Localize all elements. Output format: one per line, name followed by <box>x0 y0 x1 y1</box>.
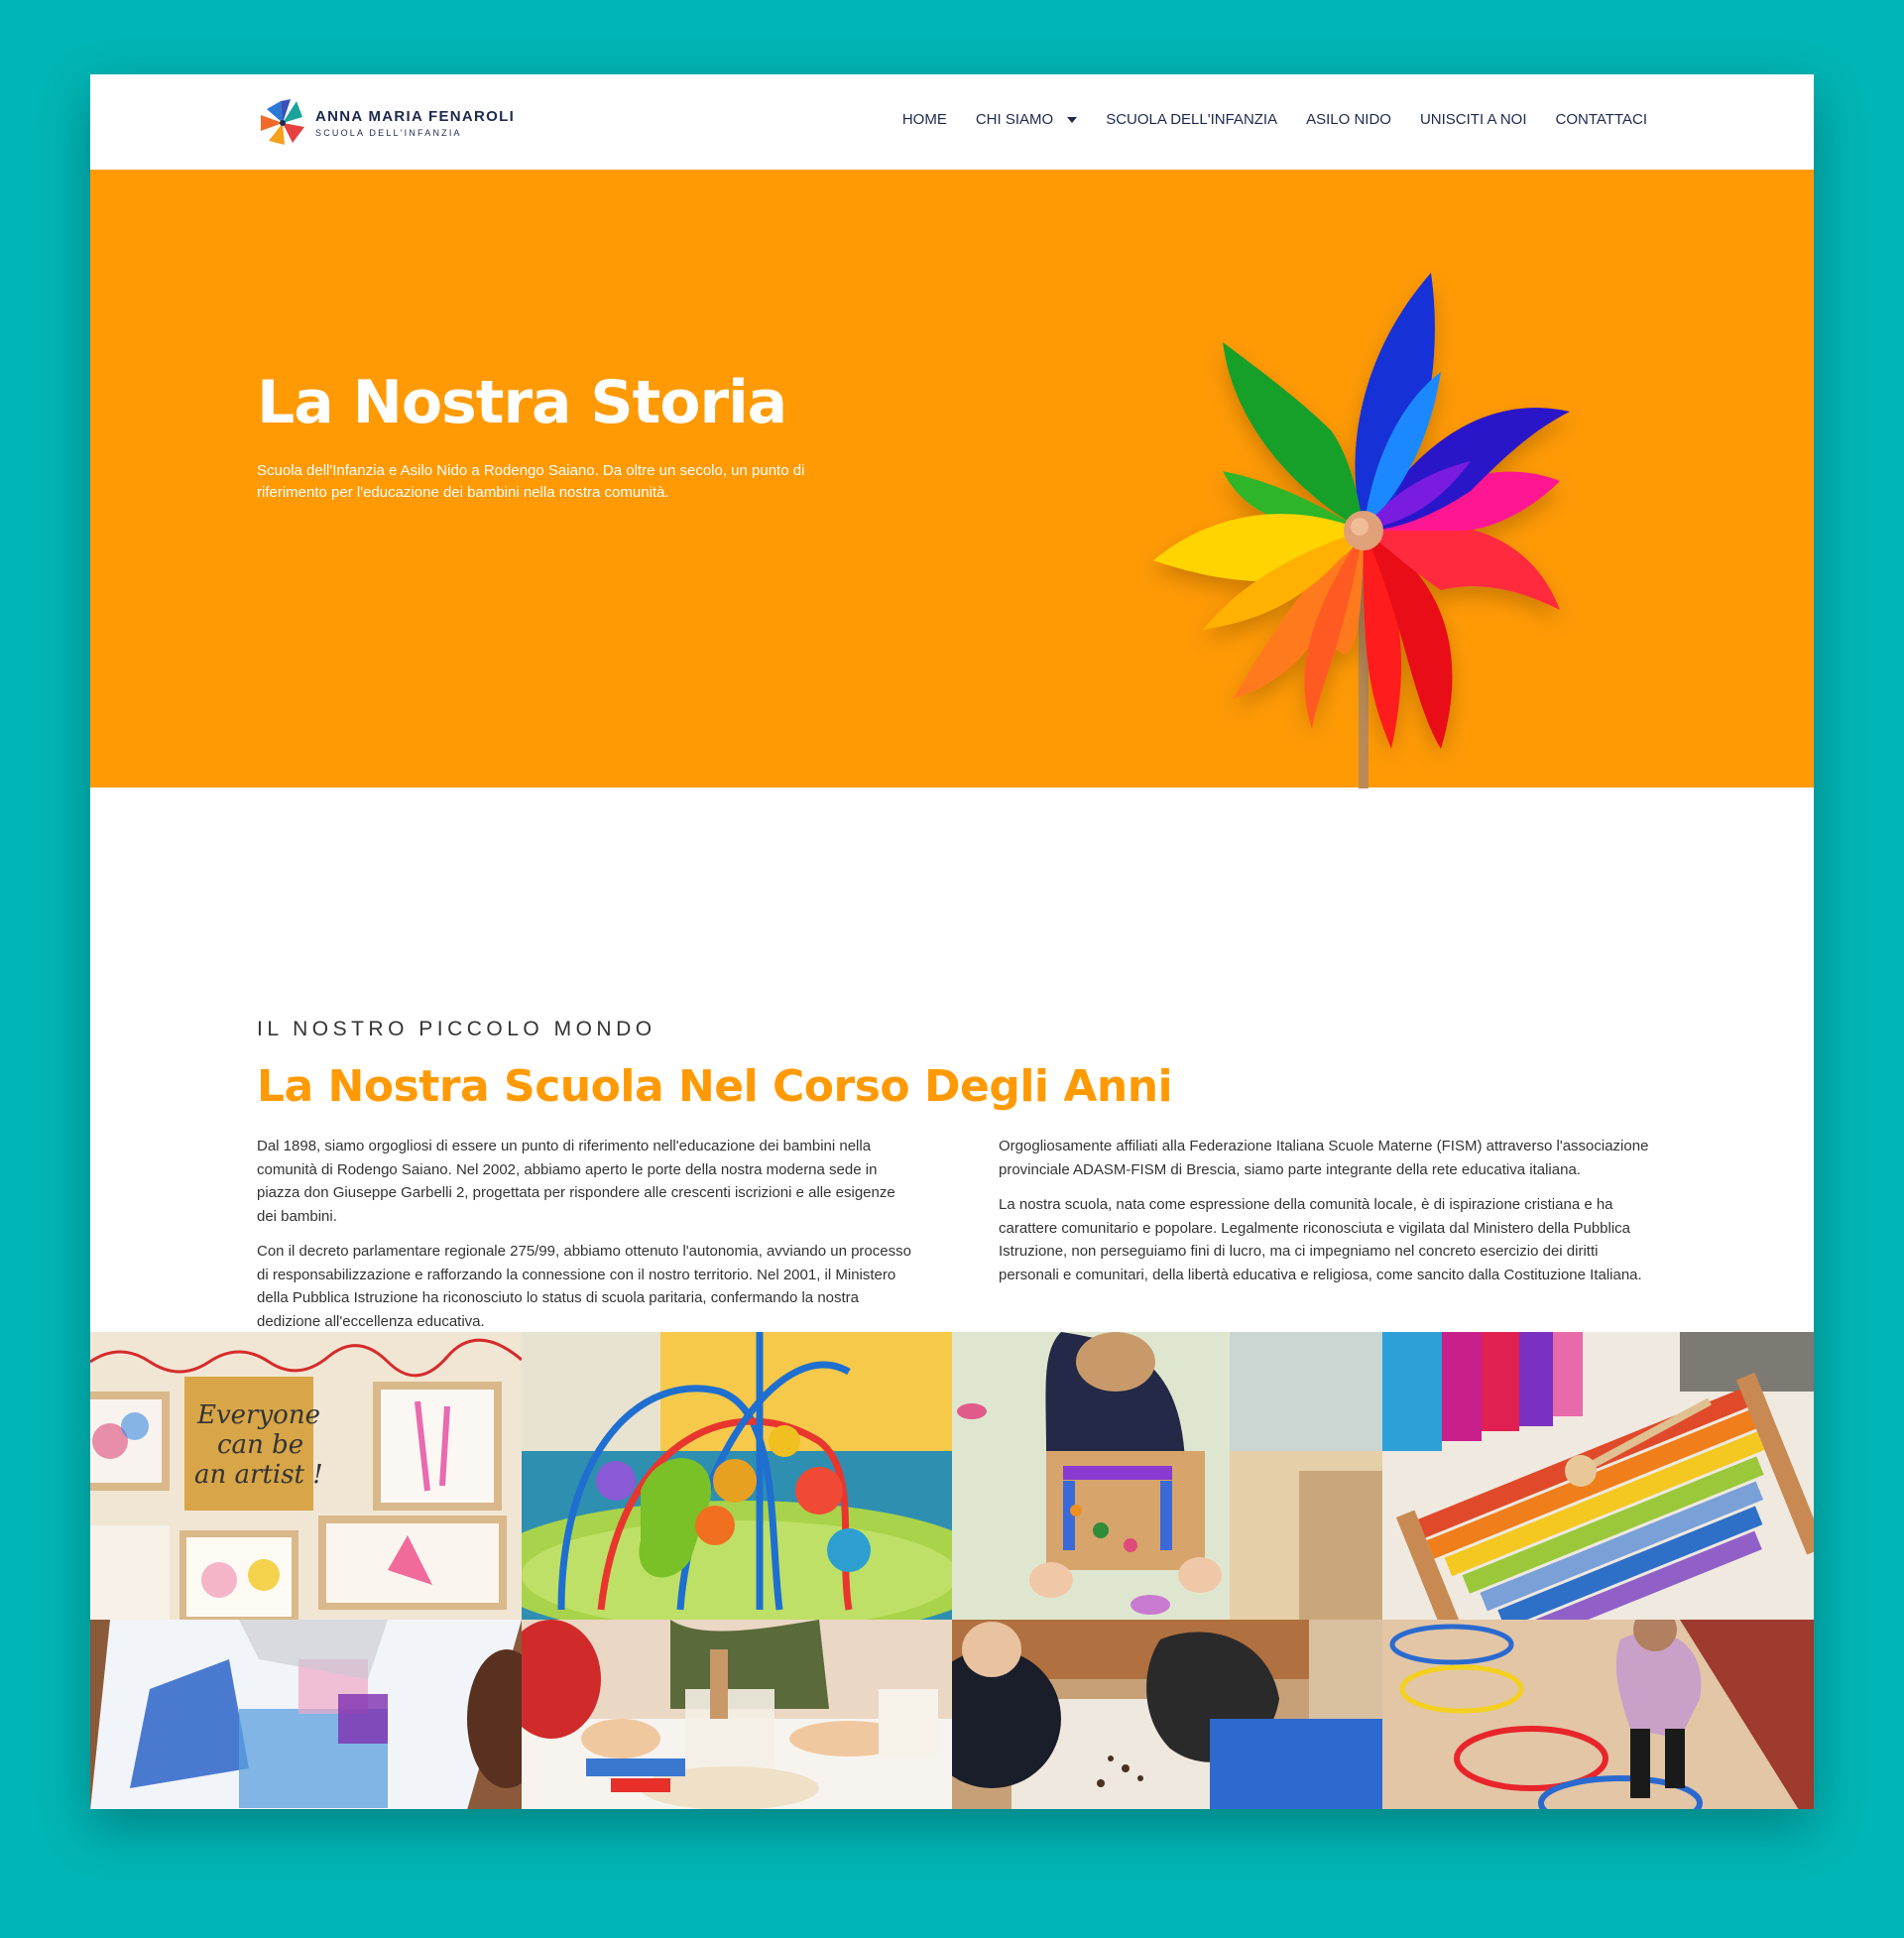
main-nav <box>902 111 1647 128</box>
browser-frame <box>90 74 1814 1809</box>
photo-gallery <box>90 1332 1814 1809</box>
nav-home[interactable] <box>902 111 947 128</box>
nav-unisciti[interactable] <box>1420 111 1527 128</box>
nav-scuola-infanzia[interactable] <box>1106 111 1277 128</box>
hero-title: La Nostra Storia <box>257 368 787 437</box>
gallery-photo-light-table[interactable] <box>90 1620 522 1809</box>
gallery-photo-child-craft[interactable] <box>952 1332 1382 1620</box>
brand-subtitle: SCUOLA DELL'INFANZIA <box>315 128 462 138</box>
nav-scuola-infanzia-label: SCUOLA DELL'INFANZIA <box>1106 111 1278 128</box>
chevron-down-icon <box>1067 117 1077 123</box>
left-paragraph-1: Dal 1898, siamo orgogliosi di essere un punto di riferimento nell'educazione dei bambini nella comunità di Rodengo Saiano. Nel 2002, abbiamo aperto le porte della nostra moderna sede in piazza don Giuseppe Garbelli 2, progettata per rispondere alle crescenti iscrizioni e alle esigenze dei bambini. <box>257 1138 895 1225</box>
drawing-text-line-3: an artist ! <box>194 1460 323 1490</box>
left-paragraph-2: Con il decreto parlamentare regionale 275/99, abbiamo ottenuto l'autonomia, avviando un processo di responsabilizzazione e rafforzando la connessione con il nostro territorio. Nel 2001, il Ministero della Pubblica Istruzione ha riconosciuto lo status di scuola paritaria, confermando la nostra dedizione all'eccellenza educativa. <box>257 1243 911 1330</box>
section-eyebrow: IL NOSTRO PICCOLO MONDO <box>257 1018 656 1040</box>
site-logo[interactable] <box>257 97 515 149</box>
drawing-text-line-2: can be <box>217 1430 304 1460</box>
gallery-photo-drawings[interactable] <box>90 1332 522 1620</box>
drawing-text-line-1: Everyone <box>197 1400 320 1430</box>
gallery-photo-hoops[interactable] <box>1382 1620 1814 1809</box>
right-column <box>999 1135 1653 1298</box>
nav-home-label: HOME <box>901 111 947 128</box>
left-column <box>257 1135 911 1345</box>
nav-contattaci[interactable] <box>1556 111 1648 128</box>
nav-unisciti-label: UNISCITI A NOI <box>1419 111 1527 128</box>
site-header <box>90 74 1814 170</box>
right-paragraph-2: La nostra scuola, nata come espressione della comunità locale, è di ispirazione cristiana e ha carattere comunitario e popolare. Legalmente riconosciuta e vigilata dal Ministero della Pubblica Istruzione, non perseguiamo fini di lucro, ma ci impegniamo nel concreto esercizio dei diritti personali e comunitari, della libertà educativa e religiosa, come sancito dalla Costituzione Italiana. <box>999 1196 1642 1283</box>
nav-chi-siamo[interactable] <box>976 111 1077 128</box>
gallery-photo-bead-maze[interactable] <box>522 1332 952 1620</box>
gallery-photo-planting[interactable] <box>952 1620 1382 1809</box>
right-paragraph-1: Orgogliosamente affiliati alla Federazione Italiana Scuole Materne (FISM) attraverso l'associazione provinciale ADASM-FISM di Brescia, siamo parte integrante della rete educativa italiana. <box>999 1138 1649 1178</box>
pinwheel-logo-icon <box>257 97 308 149</box>
nav-chi-siamo-label: CHI SIAMO <box>975 111 1054 128</box>
rainbow-pinwheel-image <box>1114 233 1728 947</box>
nav-asilo-nido[interactable] <box>1306 111 1391 128</box>
gallery-photo-play-dough[interactable] <box>522 1620 952 1809</box>
hero-description: Scuola dell'Infanzia e Asilo Nido a Rodengo Saiano. Da oltre un secolo, un punto di riferimento per l'educazione dei bambini nella nostra comunità. <box>257 462 805 501</box>
nav-contattaci-label: CONTATTACI <box>1555 111 1647 128</box>
gallery-photo-xylophone[interactable] <box>1382 1332 1814 1620</box>
brand-name: ANNA MARIA FENAROLI <box>315 108 516 125</box>
nav-asilo-nido-label: ASILO NIDO <box>1306 111 1391 128</box>
section-title: La Nostra Scuola Nel Corso Degli Anni <box>257 1061 1173 1112</box>
